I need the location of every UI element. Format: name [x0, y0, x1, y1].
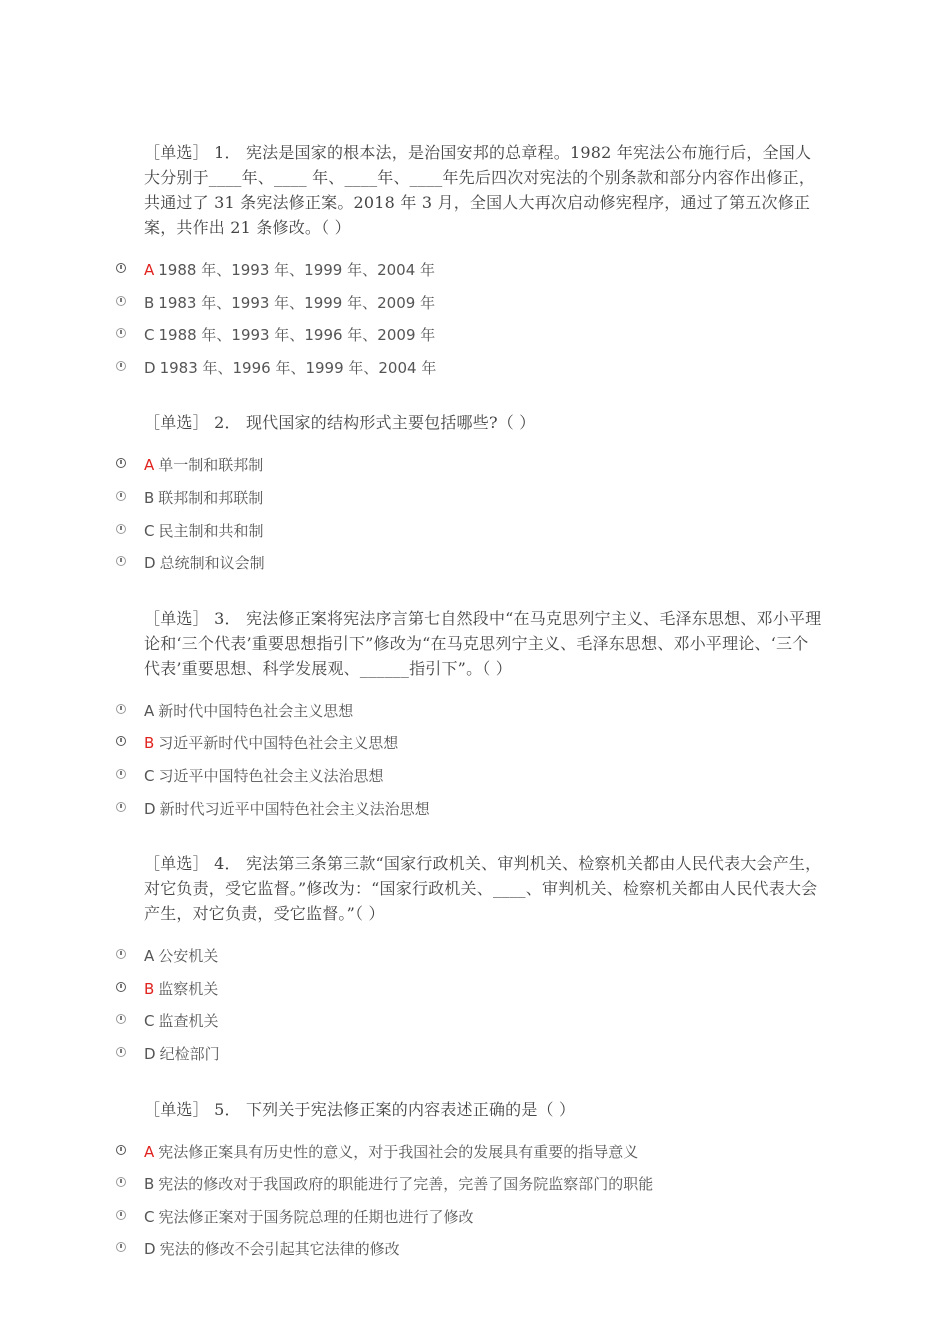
option-letter: D	[144, 358, 156, 377]
option-letter: D	[144, 799, 156, 818]
radio-button-icon[interactable]	[116, 296, 126, 306]
question-text-5: ［单选］ 5． 下列关于宪法修正案的内容表述正确的是（ ）	[144, 1099, 576, 1119]
option-label: 1988 年、1993 年、1999 年、2004 年	[158, 261, 436, 279]
option-letter: A	[144, 947, 155, 966]
option-label: 民主制和共和制	[158, 521, 264, 540]
option-1-d[interactable]	[0, 358, 950, 391]
question-block-2	[0, 410, 950, 585]
option-letter: C	[144, 1207, 155, 1226]
radio-button-icon[interactable]	[116, 949, 126, 959]
option-label: 1988 年、1993 年、1996 年、2009 年	[158, 326, 436, 345]
question-text-2: ［单选］ 2． 现代国家的结构形式主要包括哪些?（ ）	[144, 413, 536, 433]
option-label: 公安机关	[158, 947, 219, 966]
option-label: 习近平新时代中国特色社会主义思想	[158, 734, 399, 753]
question-text-4: ［单选］ 4． 宪法第三条第三款“国家行政机关、审判机关、检察机关都由人民代表大会产生，对它负责，受它监督。”修改为：“国家行政机关、____、审判机关、检察机关都由人民代表大会产生，对它负责，受它监督。”（ ）	[144, 854, 822, 924]
options-list-3	[0, 701, 950, 831]
option-5-a[interactable]	[0, 1142, 950, 1175]
option-1-c[interactable]	[0, 325, 950, 358]
radio-button-icon[interactable]	[116, 361, 126, 371]
option-4-d[interactable]	[0, 1044, 950, 1077]
option-label: 1983 年、1996 年、1999 年、2004 年	[159, 358, 437, 377]
option-letter: B	[144, 734, 155, 753]
options-list-4	[0, 946, 950, 1076]
question-block-5	[0, 1097, 950, 1272]
option-2-d[interactable]	[0, 553, 950, 586]
option-4-c[interactable]	[0, 1011, 950, 1044]
option-letter: B	[144, 488, 155, 507]
option-letter: C	[144, 521, 155, 540]
question-block-1	[0, 140, 950, 390]
option-letter: C	[144, 1012, 155, 1031]
option-letter: D	[144, 554, 156, 573]
radio-button-icon[interactable]	[116, 1177, 126, 1187]
question-text-3: ［单选］ 3． 宪法修正案将宪法序言第七自然段中“在马克思列宁主义、毛泽东思想、邓小平理论和‘三个代表’重要思想指引下”修改为“在马克思列宁主义、毛泽东思想、邓小平理论、‘三个代表’重要思想、科学发展观、______指引下”。（ ）	[144, 608, 822, 678]
option-label: 宪法修正案具有历史性的意义，对于我国社会的发展具有重要的指导意义	[158, 1142, 639, 1161]
option-2-b[interactable]	[0, 488, 950, 521]
radio-button-icon[interactable]	[116, 328, 126, 338]
options-list-5	[0, 1142, 950, 1272]
option-2-c[interactable]	[0, 521, 950, 554]
radio-button-icon[interactable]	[116, 1047, 126, 1057]
option-letter: A	[144, 456, 155, 475]
radio-button-icon[interactable]	[116, 736, 126, 746]
option-1-b[interactable]	[0, 293, 950, 326]
option-letter: A	[144, 701, 155, 720]
option-5-c[interactable]	[0, 1207, 950, 1240]
option-label: 1983 年、1993 年、1999 年、2009 年	[158, 293, 436, 312]
radio-button-icon[interactable]	[116, 802, 126, 812]
option-letter: C	[144, 766, 155, 785]
question-text-1: ［单选］ 1． 宪法是国家的根本法，是治国安邦的总章程。1982 年宪法公布施行后，全国人大分别于____年、____ 年、____年、____年先后四次对宪法的个别条款和部分内容作出修正，共通过了 31 条宪法修正案。2018 年 3 月，全国人大再次启动修宪程序，通过了第五次修正案，共作出 21 条修改。（ ）	[144, 143, 816, 237]
radio-button-icon[interactable]	[116, 524, 126, 534]
option-1-a[interactable]	[0, 260, 950, 293]
question-block-3	[0, 606, 950, 831]
option-5-b[interactable]	[0, 1174, 950, 1207]
option-3-b[interactable]	[0, 733, 950, 766]
option-letter: B	[144, 293, 155, 312]
option-label: 监察机关	[158, 979, 219, 998]
radio-button-icon[interactable]	[116, 263, 126, 273]
radio-button-icon[interactable]	[116, 458, 126, 468]
option-letter: C	[144, 326, 155, 345]
radio-button-icon[interactable]	[116, 704, 126, 714]
option-3-a[interactable]	[0, 701, 950, 734]
option-label: 总统制和议会制	[159, 554, 265, 573]
option-3-d[interactable]	[0, 799, 950, 832]
option-letter: B	[144, 979, 155, 998]
option-5-d[interactable]	[0, 1239, 950, 1272]
radio-button-icon[interactable]	[116, 1210, 126, 1220]
radio-button-icon[interactable]	[116, 1014, 126, 1024]
option-2-a[interactable]	[0, 455, 950, 488]
option-letter: A	[144, 1142, 155, 1161]
option-label: 单一制和联邦制	[158, 456, 264, 475]
option-letter: B	[144, 1175, 155, 1194]
option-4-a[interactable]	[0, 946, 950, 979]
radio-button-icon[interactable]	[116, 491, 126, 501]
option-letter: D	[144, 1044, 156, 1063]
question-block-4	[0, 851, 950, 1076]
options-list-1	[0, 260, 950, 390]
radio-button-icon[interactable]	[116, 982, 126, 992]
radio-button-icon[interactable]	[116, 1242, 126, 1252]
option-label: 监查机关	[158, 1012, 219, 1031]
quiz-document	[0, 140, 950, 1292]
option-letter: A	[144, 261, 155, 279]
option-label: 纪检部门	[159, 1044, 220, 1063]
option-label: 新时代习近平中国特色社会主义法治思想	[159, 799, 430, 818]
option-label: 新时代中国特色社会主义思想	[158, 701, 354, 720]
options-list-2	[0, 455, 950, 585]
option-label: 宪法修正案对于国务院总理的任期也进行了修改	[158, 1207, 474, 1226]
option-3-c[interactable]	[0, 766, 950, 799]
option-label: 习近平中国特色社会主义法治思想	[158, 766, 384, 785]
option-label: 联邦制和邦联制	[158, 488, 264, 507]
option-4-b[interactable]	[0, 979, 950, 1012]
radio-button-icon[interactable]	[116, 769, 126, 779]
option-letter: D	[144, 1240, 156, 1259]
option-label: 宪法的修改对于我国政府的职能进行了完善，完善了国务院监察部门的职能	[158, 1175, 654, 1194]
radio-button-icon[interactable]	[116, 556, 126, 566]
option-label: 宪法的修改不会引起其它法律的修改	[159, 1240, 400, 1259]
radio-button-icon[interactable]	[116, 1145, 126, 1155]
